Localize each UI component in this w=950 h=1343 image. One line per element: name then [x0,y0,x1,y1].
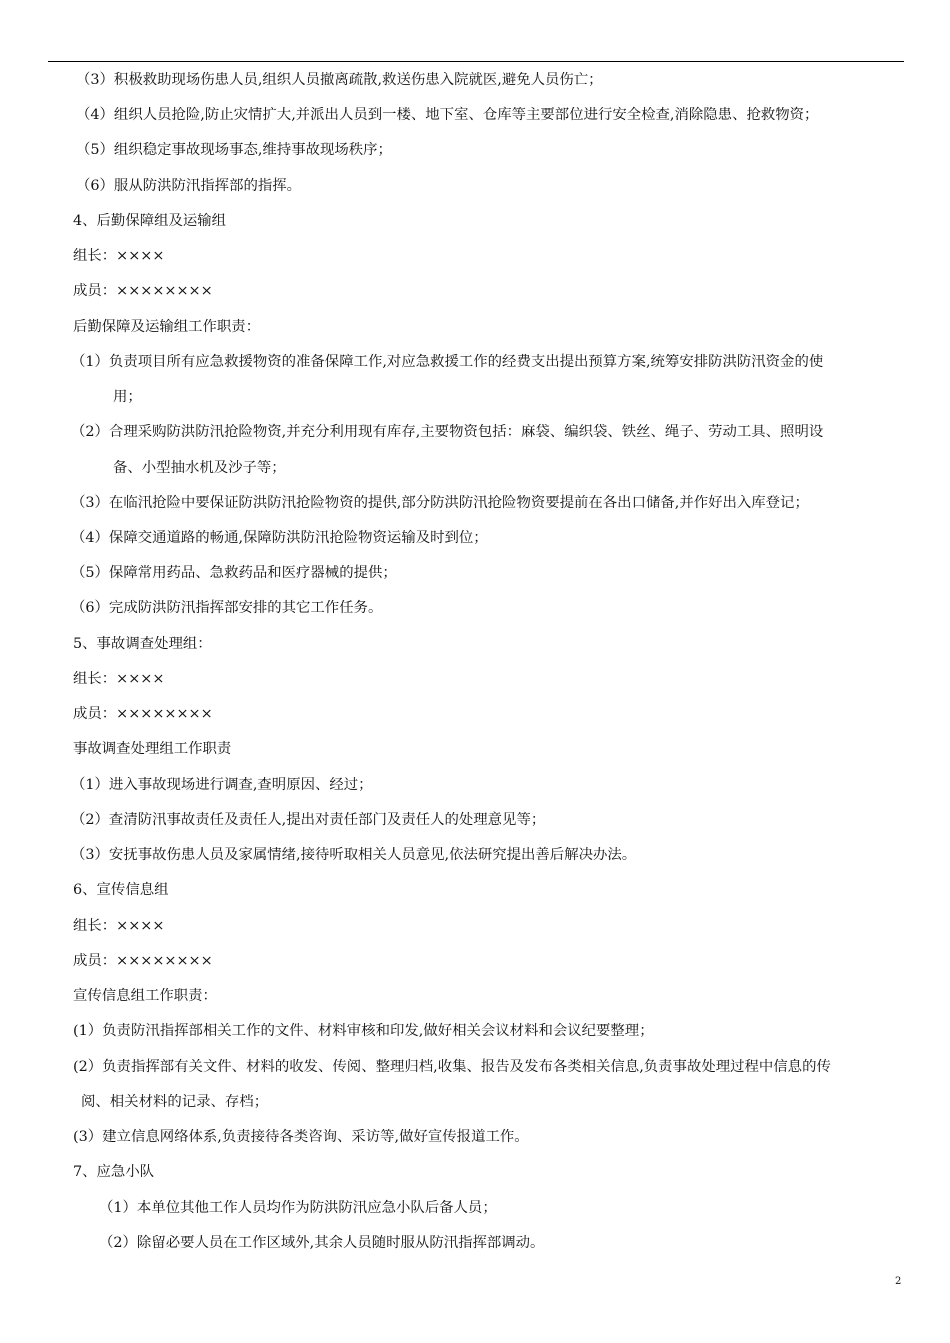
list-item: （2）查清防汛事故责任及责任人,提出对责任部门及责任人的处理意见等； [71,812,546,828]
team-members-line: 成员：×××××××× [73,706,213,722]
list-item-continuation: 备、小型抽水机及沙子等； [113,460,286,476]
section-heading-logistics: 4、后勤保障组及运输组 [73,213,227,229]
list-item: （5）保障常用药品、急救药品和医疗器械的提供； [71,565,397,581]
list-item: （3）安抚事故伤患人员及家属情绪,接待听取相关人员意见,依法研究提出善后解决办法。 [71,847,637,863]
section-heading-emergency-team: 7、应急小队 [73,1164,155,1180]
team-leader-line: 组长：×××× [73,671,165,687]
list-item: （2）除留必要人员在工作区域外,其余人员随时服从防汛指挥部调动。 [99,1235,545,1251]
list-item: (3）建立信息网络体系,负责接待各类咨询、采访等,做好宣传报道工作。 [73,1129,529,1145]
team-members-line: 成员：×××××××× [73,283,213,299]
list-item: (2）负责指挥部有关文件、材料的收发、传阅、整理归档,收集、报告及发布各类相关信息,负责事故处理过程中信息的传 [73,1059,831,1075]
duties-heading: 事故调查处理组工作职责 [73,741,232,757]
duties-heading: 宣传信息组工作职责： [73,988,217,1004]
list-item: （1）负责项目所有应急救援物资的准备保障工作,对应急救援工作的经费支出提出预算方案,统筹安排防洪防汛资金的使 [71,354,824,370]
duty-item-4: （4）组织人员抢险,防止灾情扩大,并派出人员到一楼、地下室、仓库等主要部位进行安全检查,消除隐患、抢救物资； [76,107,819,123]
list-item: （6）完成防洪防汛指挥部安排的其它工作任务。 [71,600,383,616]
list-item: （2）合理采购防洪防汛抢险物资,并充分利用现有库存,主要物资包括：麻袋、编织袋、铁丝、绳子、劳动工具、照明设 [71,424,824,440]
list-item-continuation: 用； [113,389,142,405]
list-item-continuation: 阅、相关材料的记录、存档； [81,1094,269,1110]
page-number: 2 [895,1276,902,1287]
duties-heading: 后勤保障及运输组工作职责： [73,319,261,335]
duty-item-6: （6）服从防洪防汛指挥部的指挥。 [76,178,302,194]
duty-item-3: （3）积极救助现场伤患人员,组织人员撤离疏散,救送伤患入院就医,避免人员伤亡； [76,72,603,88]
list-item: （3）在临汛抢险中要保证防洪防汛抢险物资的提供,部分防洪防汛抢险物资要提前在各出口储备,并作好出入库登记； [71,495,809,511]
section-heading-publicity: 6、宣传信息组 [73,882,169,898]
list-item: （4）保障交通道路的畅通,保障防洪防汛抢险物资运输及时到位； [71,530,488,546]
list-item: (1）负责防汛指挥部相关工作的文件、材料审核和印发,做好相关会议材料和会议纪要整理； [73,1023,654,1039]
duty-item-5: （5）组织稳定事故现场事态,维持事故现场秩序； [76,142,392,158]
list-item: （1）进入事故现场进行调查,查明原因、经过； [71,777,373,793]
section-heading-investigation: 5、事故调查处理组： [73,636,212,652]
header-rule [48,61,904,62]
list-item: （1）本单位其他工作人员均作为防洪防汛应急小队后备人员； [99,1200,497,1216]
team-members-line: 成员：×××××××× [73,953,213,969]
team-leader-line: 组长：×××× [73,918,165,934]
team-leader-line: 组长：×××× [73,248,165,264]
